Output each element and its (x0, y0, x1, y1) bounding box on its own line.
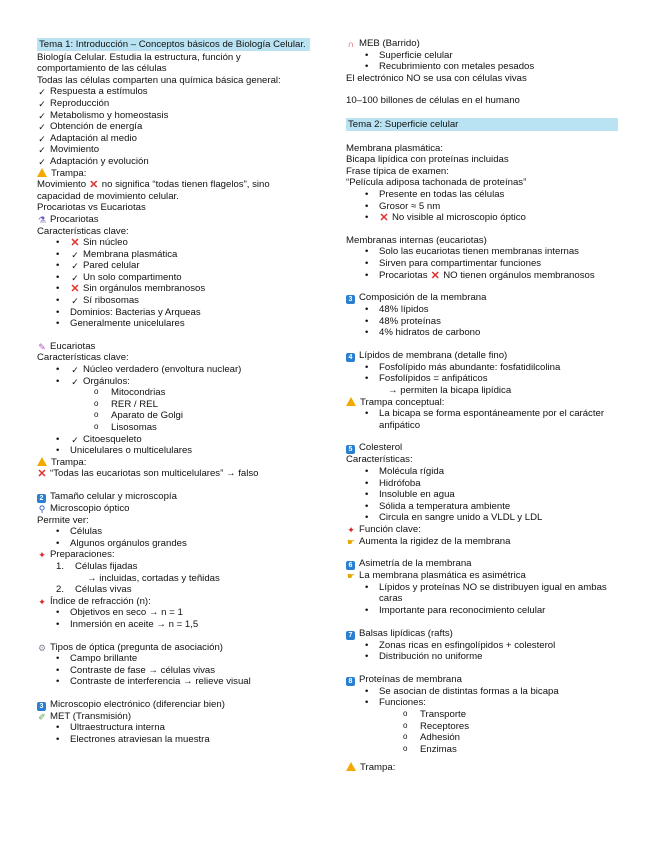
list-item: • La bicapa se forma espontáneamente por el carácter anfipático (346, 408, 618, 431)
count-note: 10–100 billones de células en el humano (346, 95, 520, 107)
meb-list (346, 50, 618, 73)
permite-list (37, 526, 310, 549)
asimetria-text: ☛ La membrana plasmática es asimétrica (346, 570, 526, 582)
procariotas-vs-eucariotas: Procariotas vs Eucariotas (37, 202, 146, 214)
list-item: • ✓ Un solo compartimento (37, 272, 310, 284)
check-icon: ✓ (38, 122, 46, 133)
trampa-text-2: ✕ “Todas las eucariotas son multicelulares” → falso (37, 468, 259, 481)
check-icon: ✓ (71, 434, 79, 445)
section-title-2: 2 Tamaño celular y microscopía (37, 491, 310, 503)
intro-text: Biología Celular. Estudia la estructura, función y comportamiento de las células (37, 51, 241, 75)
list-item: • ✓ Membrana plasmática (37, 249, 310, 261)
pointing-hand-icon: ☛ (346, 571, 356, 582)
list-item: • Unicelulares o multicelulares (37, 445, 310, 457)
list-item: • Ultraestructura interna (37, 722, 310, 734)
composicion-list (346, 304, 618, 339)
list-item: • Lípidos y proteínas NO se distribuyen igual en ambas caras (346, 582, 618, 605)
procariotas-title: ⚗ Procariotas (37, 213, 99, 225)
list-item: • Molécula rígida (346, 466, 618, 478)
list-item: • Contraste de interferencia → relieve visual (37, 676, 310, 688)
intro-text-2: Todas las células comparten una química básica general: (37, 74, 281, 86)
trampa-final: Trampa: (346, 762, 618, 774)
list-item: ✓ Adaptación al medio (38, 132, 137, 144)
brush-icon: ✐ (38, 711, 46, 722)
list-item: • ✓ Citoesqueleto (37, 434, 310, 446)
list-item: ✓ Obtención de energía (38, 121, 143, 133)
section-title-8: 8 Proteínas de membrana (346, 674, 618, 686)
warning-icon (346, 762, 356, 771)
check-icon: ✓ (38, 87, 46, 98)
list-item: • Células (37, 526, 310, 538)
list-item: • 4% hidratos de carbono (346, 327, 618, 339)
check-icon: ✓ (71, 365, 79, 376)
tipos-title: ⚙ Tipos de óptica (pregunta de asociación) (37, 641, 223, 653)
warning-icon (346, 397, 356, 406)
list-item: • 48% lípidos (346, 304, 618, 316)
warning-icon (37, 457, 47, 466)
movimiento-note: Movimiento ✕ no significa “todas tienen flagelos”, sino capacidad de movimiento celular. (37, 179, 270, 202)
list-item: • ✓ Sí ribosomas (37, 295, 310, 307)
list-item: ✓ Metabolismo y homeostasis (38, 109, 169, 121)
list-item: o Enzimas (346, 744, 618, 756)
list-item: • Sólida a temperatura ambiente (346, 501, 618, 513)
balsas-list (346, 640, 618, 663)
list-item: • Zonas ricas en esfingolípidos + colesterol (346, 640, 618, 652)
cross-icon: ✕ (379, 212, 389, 225)
number-3-icon: 3 (37, 702, 46, 711)
list-item: • Generalmente unicelulares (37, 318, 310, 330)
dna-icon: ✎ (38, 341, 46, 352)
check-icon: ✓ (38, 133, 46, 144)
list-item: • Se asocian de distintas formas a la bicapa (346, 686, 618, 698)
membrana-label: Membrana plasmática: (346, 142, 444, 154)
procariotas-list (37, 237, 310, 330)
list-item: • Procariotas ✕ NO tienen orgánulos membranosos (346, 270, 618, 282)
check-list (37, 86, 310, 167)
pointing-hand-icon: ☛ (346, 536, 356, 547)
trampa-line-2: Trampa: (37, 457, 310, 469)
funcion-clave: ✦ Función clave: (347, 524, 421, 535)
list-item: • Hidrófoba (346, 478, 618, 490)
list-item: ✓ Adaptación y evolución (38, 155, 149, 167)
number-4-icon: 4 (346, 353, 355, 362)
list-item: • ✓ Pared celular (37, 260, 310, 272)
optico-title: ⚲ Microscopio óptico (38, 502, 130, 514)
list-item: • ✓ Núcleo verdadero (envoltura nuclear) (37, 364, 310, 376)
section-header-tema1: Tema 1: Introducción – Conceptos básicos de Biología Celular. (37, 38, 310, 51)
frase-text: “Película adiposa tachonada de proteínas” (346, 177, 527, 189)
list-item: • Fosfolípidos = anfipáticos (346, 373, 618, 385)
right-column (346, 38, 618, 774)
list-item: • Importante para reconocimiento celular (346, 605, 618, 617)
list-item: ✓ Reproducción (38, 97, 110, 109)
pin-icon: ✦ (38, 550, 46, 561)
list-item: • Sirven para compartimentar funciones (346, 258, 618, 270)
membrana-list (346, 189, 618, 212)
magnifier-icon: ⚲ (38, 503, 46, 514)
permite-label: Permite ver: (37, 514, 89, 526)
check-icon: ✓ (38, 145, 46, 156)
colesterol-list (346, 466, 618, 524)
numbered-item: 1. Células fijadas (56, 560, 138, 572)
membranas-internas-title: Membranas internas (eucariotas) (346, 234, 487, 246)
numbered-item: 2. Células vivas (56, 584, 132, 596)
list-item: • Algunos orgánulos grandes (37, 538, 310, 550)
check-icon: ✓ (38, 110, 46, 121)
left-column (37, 38, 310, 746)
list-item: • Solo las eucariotas tienen membranas internas (346, 246, 618, 258)
list-item: o RER / REL (37, 399, 310, 411)
meb-title: ∩ MEB (Barrido) (347, 38, 420, 49)
caracteristicas-label-2: Características clave: (37, 352, 129, 364)
eucariotas-title: ✎ Eucariotas (38, 340, 96, 352)
tipos-list (37, 653, 310, 688)
section-title-4: 4 Lípidos de membrana (detalle fino) (346, 350, 618, 362)
check-icon: ✓ (71, 376, 79, 387)
membranas-internas-list (346, 246, 618, 269)
pin-icon: ✦ (38, 596, 46, 607)
indice-label: ✦ Índice de refracción (n): (38, 595, 151, 607)
met-title: ✐ MET (Transmisión) (38, 710, 132, 722)
section-title-5: 5 Colesterol (346, 442, 618, 454)
check-icon: ✓ (71, 261, 79, 272)
pin-icon: ✦ (347, 525, 355, 535)
number-6-icon: 6 (346, 561, 355, 570)
list-item: o Aparato de Golgi (37, 410, 310, 422)
list-item: o Lisosomas (37, 422, 310, 434)
list-item: • Superficie celular (346, 50, 618, 62)
list-item: • Funciones: (346, 697, 618, 709)
number-5-icon: 5 (346, 445, 355, 454)
section-header-tema2: Tema 2: Superficie celular (346, 118, 618, 131)
check-icon: ✓ (38, 156, 46, 167)
list-item: • ✕ Sin núcleo (37, 237, 310, 249)
check-icon: ✓ (38, 98, 46, 109)
list-item: o Adhesión (346, 732, 618, 744)
list-item: • ✕ Sin orgánulos membranosos (37, 283, 310, 295)
check-icon: ✓ (71, 272, 79, 283)
caracteristicas-label: Características clave: (37, 225, 129, 237)
section-title-7: 7 Balsas lipídicas (rafts) (346, 628, 618, 640)
list-item: • Circula en sangre unido a VLDL y LDL (346, 512, 618, 524)
section-title-6: 6 Asimetría de la membrana (346, 558, 618, 570)
list-item: • Presente en todas las células (346, 189, 618, 201)
list-item: • 48% proteínas (346, 316, 618, 328)
cross-icon: ✕ (89, 179, 99, 192)
cross-icon: ✕ (430, 269, 440, 282)
list-item: • ✕ No visible al microscopio óptico (346, 212, 618, 224)
number-7-icon: 7 (346, 631, 355, 640)
list-item: • Fosfolípido más abundante: fosfatidilcolina (346, 362, 618, 374)
gear-icon: ⚙ (37, 642, 47, 653)
list-item: • Grosor ≈ 5 nm (346, 201, 618, 213)
list-item: o Mitocondrias (37, 387, 310, 399)
list-item: • Recubrimiento con metales pesados (346, 61, 618, 73)
list-item: ✓ Movimiento (38, 144, 100, 156)
organulos-sublist (37, 387, 310, 433)
funciones-sublist (346, 709, 618, 755)
funcion-text: ☛ Aumenta la rigidez de la membrana (346, 535, 511, 547)
number-2-icon: 2 (37, 494, 46, 503)
trampa-line: Trampa: (37, 168, 310, 180)
number-3-icon: 3 (346, 295, 355, 304)
section-title-3: 3 Microscopio electrónico (diferenciar bien) (37, 699, 310, 711)
list-item-detail: → permiten la bicapa lipídica (388, 385, 512, 397)
list-item: • ✓ Orgánulos: (37, 376, 310, 388)
list-item: • Contraste de fase → células vivas (37, 665, 310, 677)
trampa-conceptual: Trampa conceptual: (346, 397, 618, 409)
warning-icon (37, 168, 47, 177)
list-item: ✓ Respuesta a estímulos (38, 86, 148, 98)
indice-list (37, 607, 310, 630)
list-item: • Objetivos en seco → n = 1 (37, 607, 310, 619)
microscope-icon: ⚗ (37, 214, 47, 225)
section-title-3r: 3 Composición de la membrana (346, 292, 618, 304)
list-item: o Transporte (346, 709, 618, 721)
list-item: o Receptores (346, 721, 618, 733)
list-item: • Distribución no uniforme (346, 651, 618, 663)
list-item: • Dominios: Bacterias y Arqueas (37, 307, 310, 319)
number-8-icon: 8 (346, 677, 355, 686)
list-item: • Insoluble en agua (346, 489, 618, 501)
list-item: • Electrones atraviesan la muestra (37, 734, 310, 746)
met-list (37, 722, 310, 745)
list-item: • Campo brillante (37, 653, 310, 665)
check-icon: ✓ (71, 296, 79, 307)
caracteristicas-label: Características: (346, 454, 413, 466)
preparaciones-label: ✦ Preparaciones: (38, 549, 115, 561)
membrana-desc: Bicapa lipídica con proteínas incluidas (346, 154, 509, 166)
cross-icon: ✕ (37, 468, 47, 481)
magnet-icon: ∩ (347, 39, 355, 49)
numbered-item-detail: → incluidas, cortadas y teñidas (87, 572, 220, 584)
meb-note: El electrónico NO se usa con células vivas (346, 72, 527, 84)
frase-label: Frase típica de examen: (346, 165, 449, 177)
cross-icon: ✕ (70, 283, 80, 296)
list-item: • Inmersión en aceite → n = 1,5 (37, 619, 310, 631)
asimetria-list (346, 582, 618, 617)
cross-icon: ✕ (70, 237, 80, 250)
check-icon: ✓ (71, 249, 79, 260)
